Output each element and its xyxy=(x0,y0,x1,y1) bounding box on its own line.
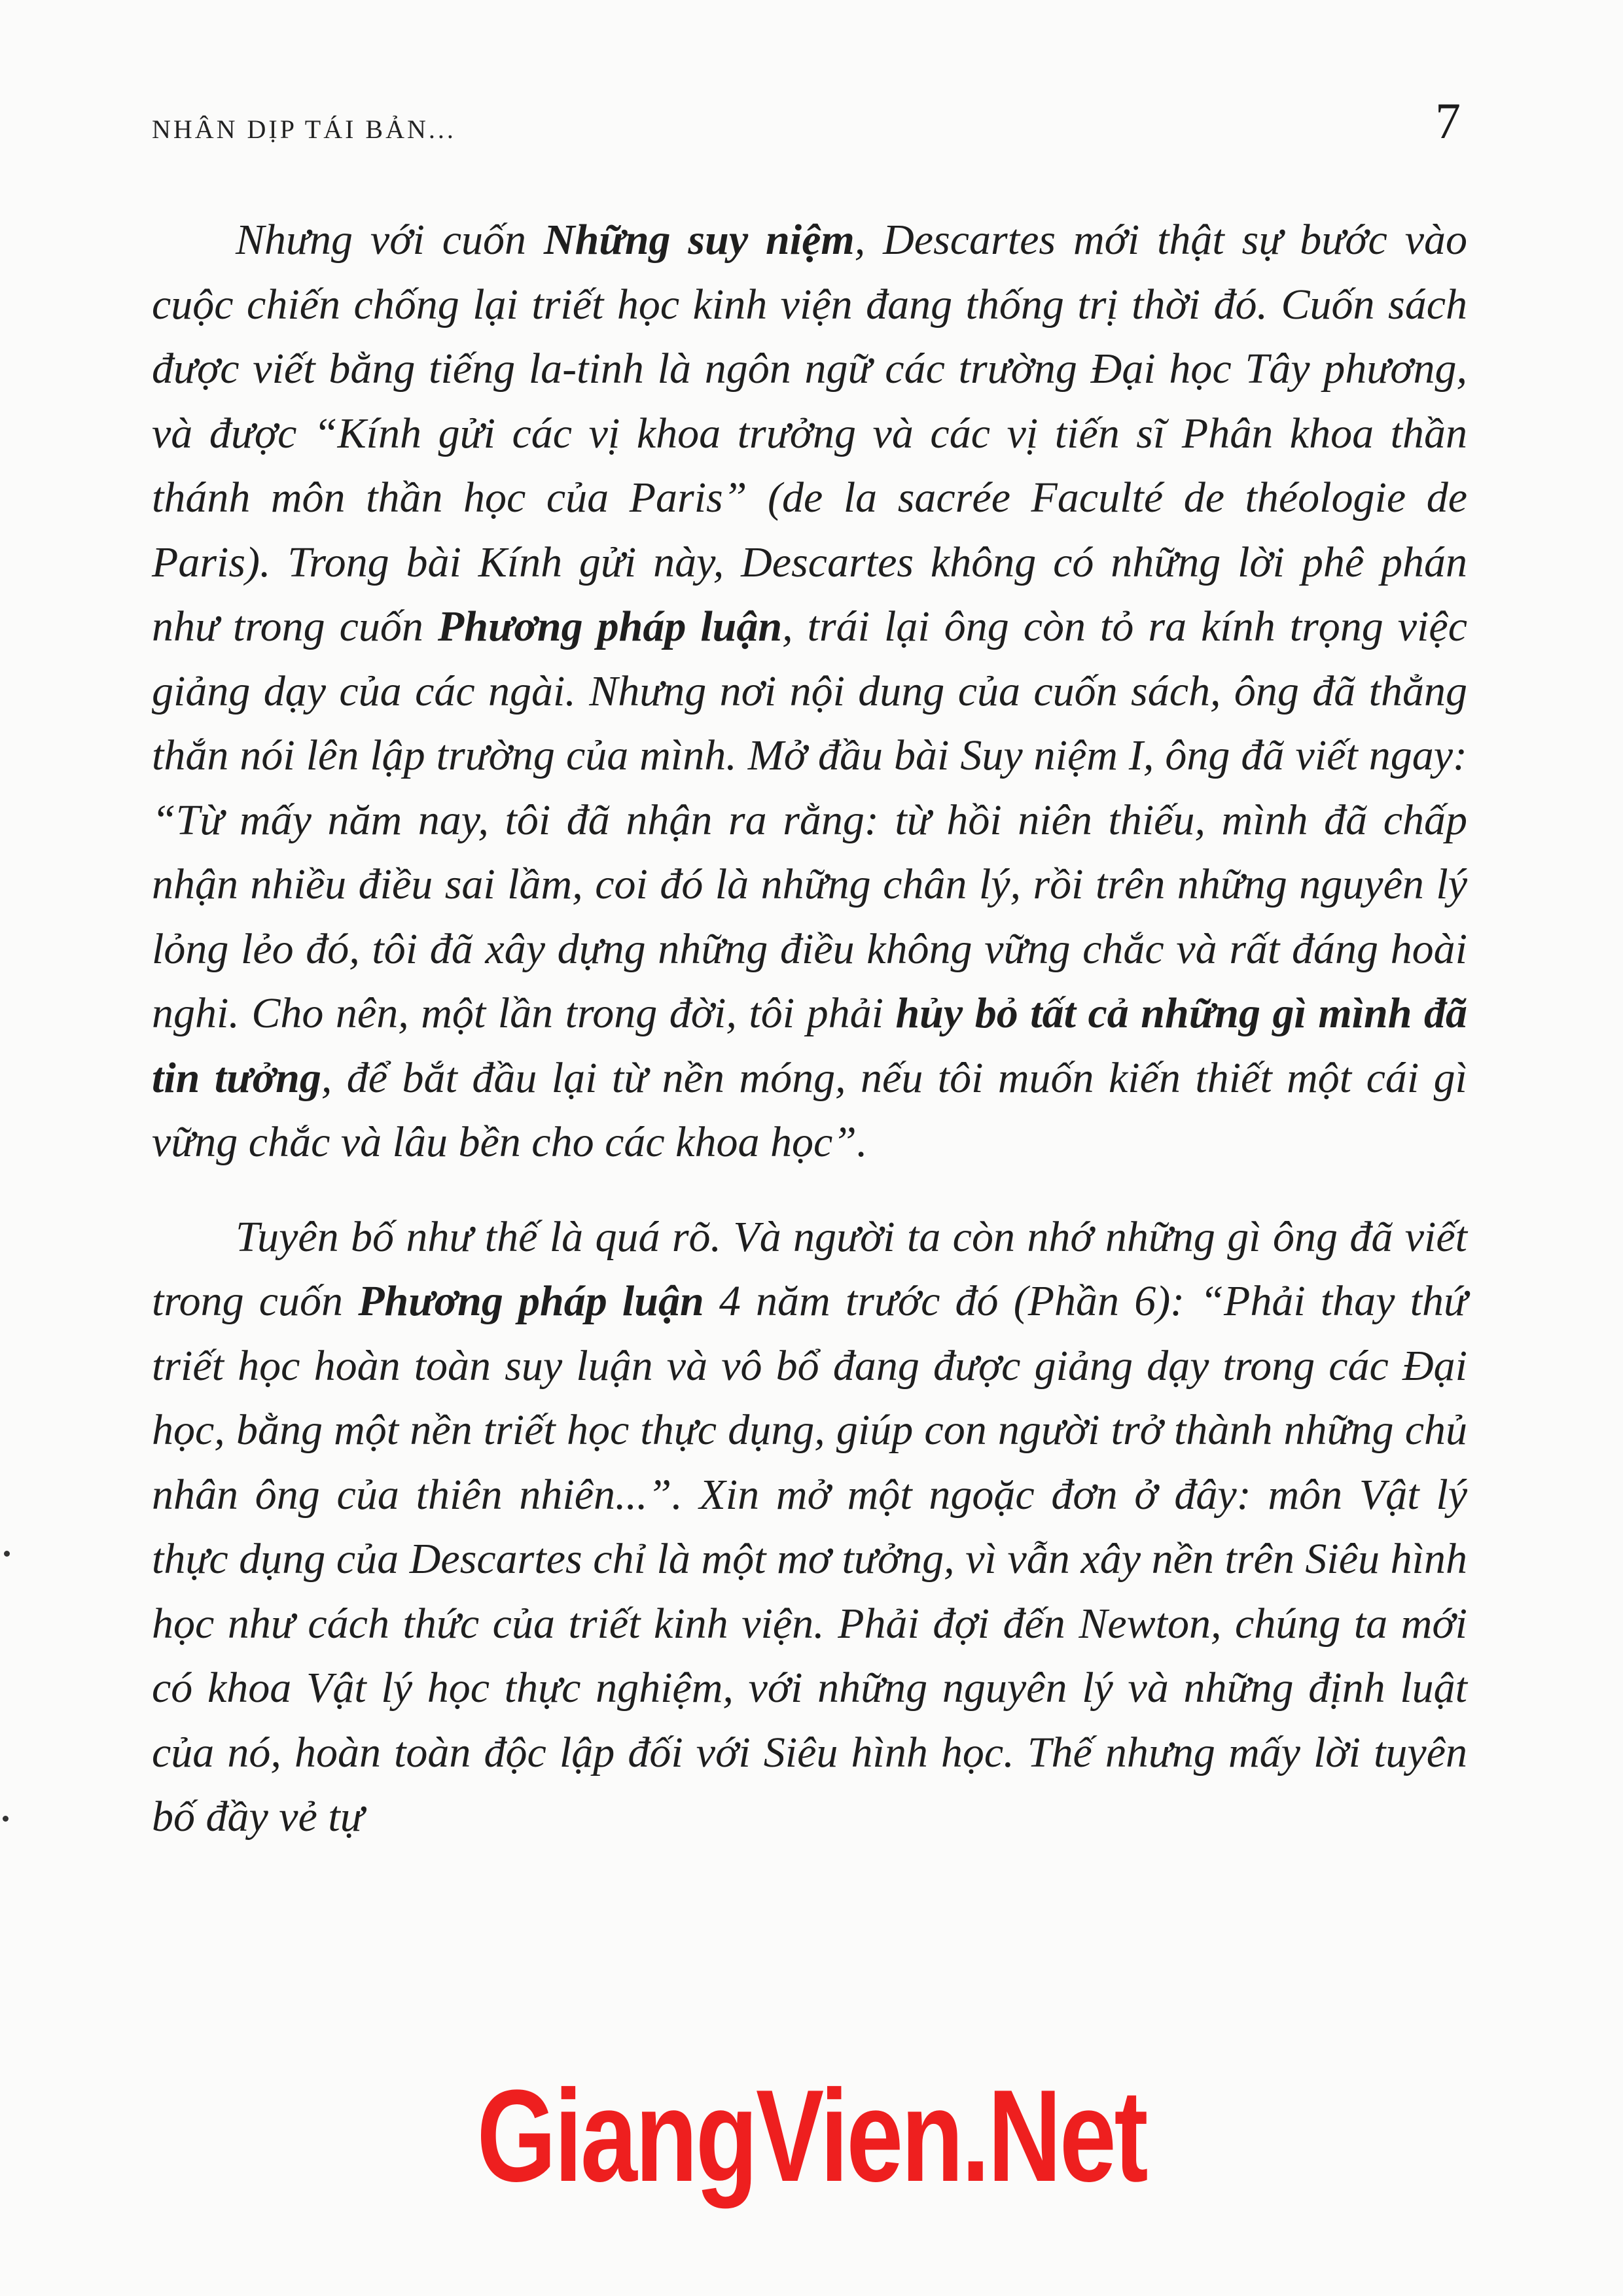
watermark-logo: GiangVien.Net xyxy=(476,2063,1147,2209)
page-header xyxy=(152,92,1461,164)
book-title-phuong-phap-luan: Phương pháp luận xyxy=(437,603,783,650)
scan-speck xyxy=(3,1816,9,1822)
emphasis-phrase: hủy bỏ tất cả những gì mình đã tin tưởng xyxy=(152,989,1467,1102)
text-segment: Tuyên bố như thế là quá rõ. Và người ta còn nhớ những gì ông đã viết trong cuốn xyxy=(152,1212,1467,1325)
body-text xyxy=(152,208,1467,1850)
text-segment: , trái lại ông còn tỏ ra kính trọng việc giảng dạy của các ngài. Nhưng nơi nội dung của cuốn sách, ông đã thẳng thắn nói lên lập trường của mình. Mở đầu bài Suy niệm I, ông đã viết ngay: “Từ mấy năm nay, tôi đã nhận ra rằng: từ hồi niên thiếu, mình đã chấp nhận nhiều điều sai lầm, coi đó là những chân lý, rồi trên những nguyên lý lỏng lẻo đó, tôi đã xây dựng những điều không vững chắc và rất đáng hoài nghi. Cho nên, một lần trong đời, tôi phải xyxy=(152,603,1467,1037)
text-segment: , Descartes mới thật sự bước vào cuộc chiến chống lại triết học kinh viện đang thống trị thời đó. Cuốn sách được viết bằng tiếng la-tinh là ngôn ngữ các trường Đại học Tây phương, và được “Kính gửi các vị khoa trưởng và các vị tiến sĩ Phân khoa thần thánh môn thần học của Paris” (de la sacrée Faculté de théologie de Paris). Trong bài Kính gửi này, Descartes không có những lời phê phán như trong cuốn xyxy=(152,216,1467,650)
text-segment: Nhưng với cuốn xyxy=(236,216,544,264)
running-head: NHÂN DỊP TÁI BẢN... xyxy=(152,115,456,144)
scan-speck xyxy=(4,1551,10,1557)
paragraph-2 xyxy=(152,1205,1467,1850)
book-title-phuong-phap-luan: Phương pháp luận xyxy=(358,1277,704,1325)
text-segment: 4 năm trước đó (Phần 6): “Phải thay thứ triết học hoàn toàn suy luận và vô bổ đang được giảng dạy trong các Đại học, bằng một nền triết học thực dụng, giúp con người trở thành những chủ nhân ông của thiên nhiên...”. Xin mở một ngoặc đơn ở đây: môn Vật lý thực dụng của Descartes chỉ là một mơ tưởng, vì vẫn xây nền trên Siêu hình học như cách thức của triết kinh viện. Phải đợi đến Newton, chúng ta mới có khoa Vật lý học thực nghiệm, với những nguyên lý và những định luật của nó, hoàn toàn độc lập đối với Siêu hình học. Thế nhưng mấy lời tuyên bố đầy vẻ tự xyxy=(152,1277,1467,1841)
paragraph-1 xyxy=(152,208,1467,1175)
book-title-nhung-suy-niem: Những suy niệm xyxy=(543,216,855,264)
text-segment: , để bắt đầu lại từ nền móng, nếu tôi muốn kiến thiết một cái gì vững chắc và lâu bền cho các khoa học”. xyxy=(152,1053,1467,1166)
page-number: 7 xyxy=(1435,92,1461,149)
